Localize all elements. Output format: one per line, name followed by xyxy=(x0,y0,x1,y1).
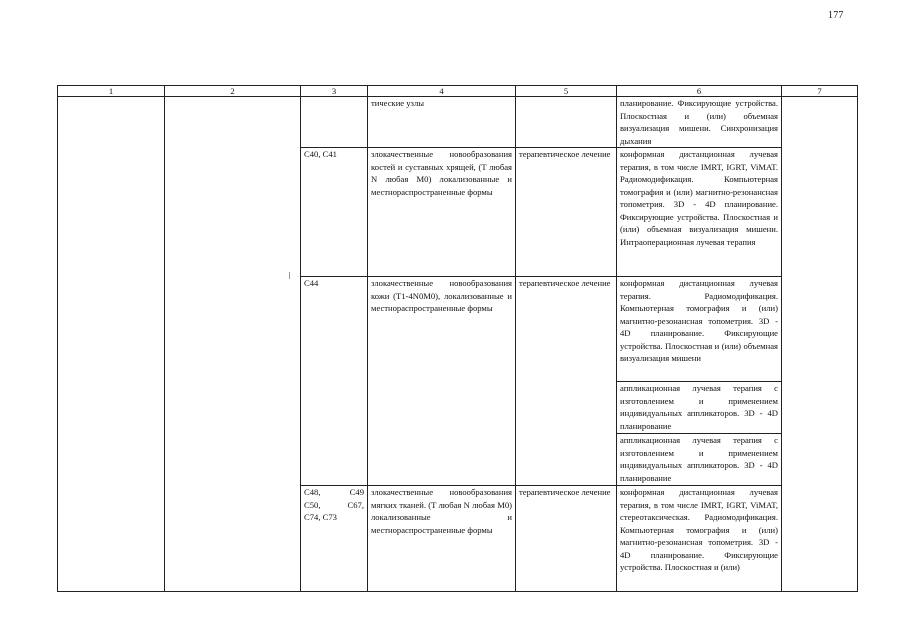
table-row xyxy=(58,97,858,148)
method-cell: аппликационная лучевая терапия с изготовлением и применением индивидуальных аппликаторов. 3D - 4D планирование xyxy=(617,434,782,486)
codes-cell xyxy=(301,97,368,148)
codes-cell xyxy=(301,486,368,592)
code: С50, xyxy=(304,499,321,510)
column-number-7: 7 xyxy=(782,86,858,97)
code: С49 xyxy=(349,487,364,497)
codes-line xyxy=(304,486,364,499)
care-type-cell xyxy=(165,97,301,592)
method-cell: конформная дистанционная лучевая терапия. Радиомодификация. Компьютерная томография и (или) магнитно-резонансная топометрия. 3D - 4D планирование. Фиксирующие устройства. Плоскостная и (или) объемная визуализация мишени xyxy=(617,277,782,382)
scan-mark xyxy=(289,272,290,279)
codes-cell: С40, С41 xyxy=(301,148,368,277)
treatment-cell xyxy=(516,97,617,148)
norm-cell xyxy=(782,97,858,592)
method-cell: конформная дистанционная лучевая терапия, в том числе IMRT, IGRT, ViMAT. Радиомодификация. Компьютерная томография и (или) магнитно-резонансная топометрия. 3D - 4D планирование. Фиксирующие устройства. Плоскостная и (или) объемная визуализация мишени. Интраоперационная лучевая терапия xyxy=(617,148,782,277)
medical-care-table xyxy=(57,85,858,592)
treatment-cell: терапевтическое лечение xyxy=(516,486,617,592)
page-number: 177 xyxy=(828,10,844,21)
column-number-6: 6 xyxy=(617,86,782,97)
treatment-cell: терапевтическое лечение xyxy=(516,277,617,486)
method-cell: аппликационная лучевая терапия с изготовлением и применением индивидуальных аппликаторов. 3D - 4D планирование xyxy=(617,382,782,434)
treatment-cell: терапевтическое лечение xyxy=(516,148,617,277)
column-number-3: 3 xyxy=(301,86,368,97)
method-cell: планирование. Фиксирующие устройства. Плоскостная и (или) объемная визуализация мишени. Синхронизация дыхания xyxy=(617,97,782,148)
codes-line xyxy=(304,499,364,512)
code: С67, xyxy=(347,499,364,510)
column-number-1: 1 xyxy=(58,86,165,97)
column-number-4: 4 xyxy=(368,86,516,97)
codes-cell: С44 xyxy=(301,277,368,486)
disease-cell: злокачественные новообразования мягких тканей. (T любая N любая M0) локализованные и местнораспространенные формы xyxy=(368,486,516,592)
profile-cell xyxy=(58,97,165,592)
disease-cell: злокачественные новообразования костей и суставных хрящей, (T любая N любая M0) локализованные и местнораспространенные формы xyxy=(368,148,516,277)
method-cell: конформная дистанционная лучевая терапия, в том числе IMRT, IGRT, ViMAT, стереотаксическая. Радиомодификация. Компьютерная томография и (или) магнитно-резонансная топометрия. 3D - 4D планирование. Фиксирующие устройства. Плоскостная и (или) xyxy=(617,486,782,592)
column-number-row xyxy=(58,86,858,97)
disease-cell: тические узлы xyxy=(368,97,516,148)
column-number-5: 5 xyxy=(516,86,617,97)
column-number-2: 2 xyxy=(165,86,301,97)
code: С48, xyxy=(304,487,321,497)
disease-cell: злокачественные новообразования кожи (T1-4N0M0), локализованные и местнораспространенные формы xyxy=(368,277,516,486)
codes-line: С74, С73 xyxy=(304,512,337,522)
